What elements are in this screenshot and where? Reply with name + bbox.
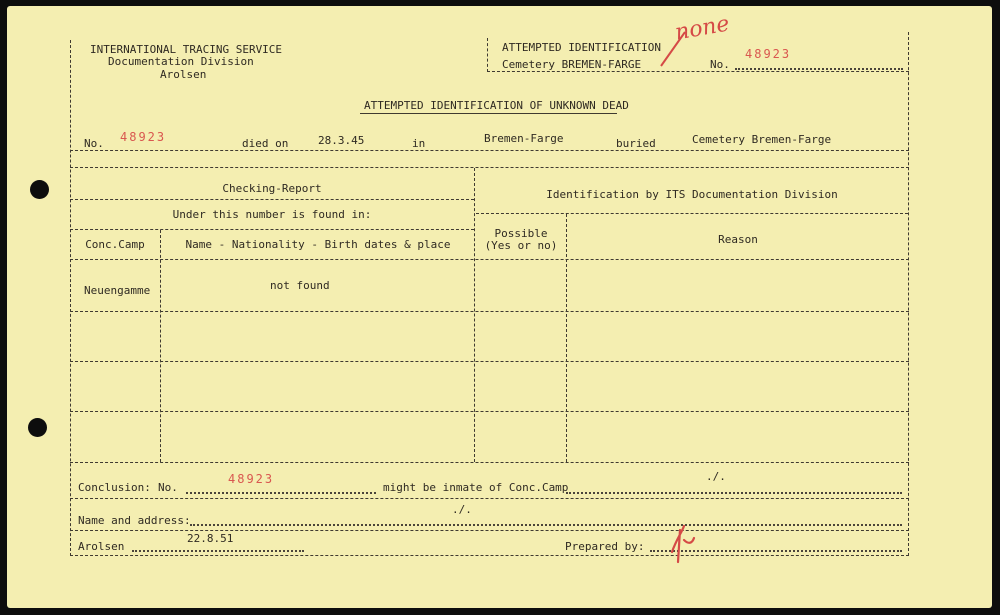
conclusion-no-dots xyxy=(186,492,376,494)
handwritten-note: none xyxy=(673,11,732,46)
handwritten-stroke xyxy=(655,30,695,70)
record-died-label: died on xyxy=(242,137,289,150)
conclusion-line xyxy=(70,498,909,499)
col-divider-possible xyxy=(566,214,567,462)
col-possible-header-2: (Yes or no) xyxy=(484,239,558,252)
row-camp-value: Neuengamme xyxy=(84,284,151,297)
checking-title: Checking-Report xyxy=(222,182,322,195)
header-box-no-value: 48923 xyxy=(745,47,792,61)
table-bottom-line xyxy=(70,462,909,463)
row-line-2 xyxy=(70,361,909,362)
checking-subtitle-line xyxy=(70,229,474,230)
frame-left xyxy=(70,40,71,556)
record-no-value: 48923 xyxy=(120,130,167,144)
record-in-label: in xyxy=(412,137,426,150)
col-name-header: Name - Nationality - Birth dates & place xyxy=(185,238,451,251)
form-title: ATTEMPTED IDENTIFICATION OF UNKNOWN DEAD xyxy=(364,99,629,112)
row-line-1 xyxy=(70,311,909,312)
org-line-2: Documentation Division xyxy=(108,55,254,68)
frame-right xyxy=(908,32,909,556)
col-reason-header: Reason xyxy=(718,233,758,246)
name-address-line xyxy=(70,530,909,531)
conclusion-camp-dots xyxy=(566,492,902,494)
conclusion-might-label: might be inmate of Conc.Camp xyxy=(383,481,569,494)
header-box-divider xyxy=(487,38,488,72)
checking-subtitle: Under this number is found in: xyxy=(172,208,372,221)
footer-date-dots xyxy=(132,550,304,552)
record-place-value: Bremen-Farge xyxy=(484,132,564,145)
col-divider-camp xyxy=(160,230,161,462)
footer-prepared-label: Prepared by: xyxy=(565,540,645,553)
identification-title: Identification by ITS Documentation Division xyxy=(546,188,838,201)
conclusion-label: Conclusion: xyxy=(78,481,151,494)
header-box-title: ATTEMPTED IDENTIFICATION xyxy=(502,41,661,54)
name-address-value: ./. xyxy=(452,503,472,516)
record-no-label: No. xyxy=(84,137,104,150)
row-line-3 xyxy=(70,411,909,412)
header-row-line xyxy=(70,259,909,260)
header-box-no-dots xyxy=(735,68,903,70)
punch-hole-bottom xyxy=(28,418,47,437)
table-top-line xyxy=(70,167,909,168)
checking-title-line xyxy=(70,199,474,200)
conclusion-no-value: 48923 xyxy=(228,472,275,486)
conclusion-no-label: No. xyxy=(158,481,178,494)
col-camp-header: Conc.Camp xyxy=(85,238,145,251)
name-address-dots xyxy=(190,524,902,526)
row-name-value: not found xyxy=(270,279,330,292)
record-died-value: 28.3.45 xyxy=(318,134,365,147)
record-buried-label: buried xyxy=(616,137,656,150)
name-address-label: Name and address: xyxy=(78,514,191,527)
header-box-no-label: No. xyxy=(710,58,730,71)
punch-hole-top xyxy=(30,180,49,199)
conclusion-camp-value: ./. xyxy=(706,470,726,483)
org-line-3: Arolsen xyxy=(160,68,207,81)
section-divider xyxy=(474,168,475,462)
record-buried-value: Cemetery Bremen-Farge xyxy=(692,133,832,146)
form-title-underline xyxy=(360,113,617,114)
org-line-1: INTERNATIONAL TRACING SERVICE xyxy=(90,43,283,56)
header-box-bottom xyxy=(487,71,909,72)
footer-city-label: Arolsen xyxy=(78,540,125,553)
identification-title-line xyxy=(476,213,908,214)
header-box-cemetery: Cemetery BREMEN-FARGE xyxy=(502,58,642,71)
footer-date-value: 22.8.51 xyxy=(187,532,234,545)
col-possible-header-1: Possible xyxy=(494,227,548,240)
record-line xyxy=(70,150,909,151)
signature-mark xyxy=(666,522,696,564)
frame-bottom xyxy=(70,555,909,556)
